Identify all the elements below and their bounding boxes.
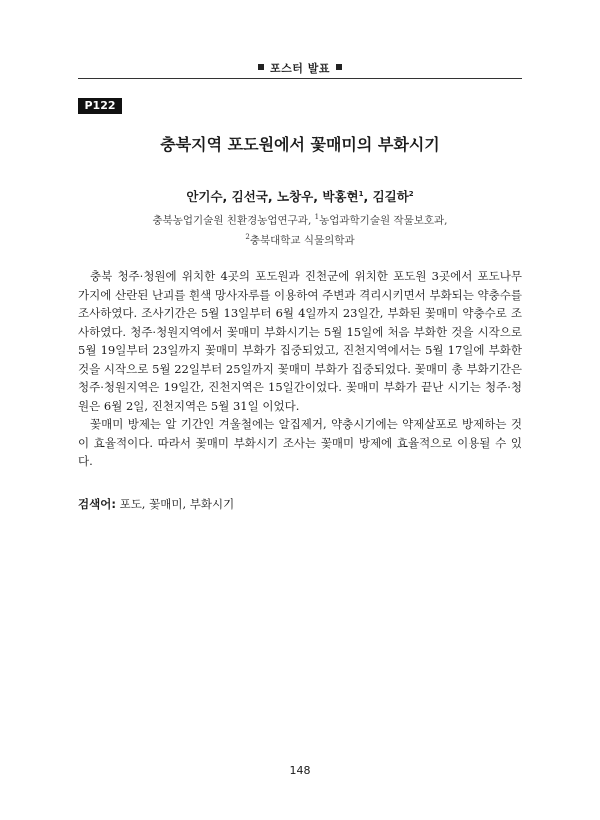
paper-title: 충북지역 포도원에서 꽃매미의 부화시기 <box>160 135 440 154</box>
author-list: 안기수, 김선국, 노창우, 박홍현$^1$, 김길하$^2$ <box>186 189 414 204</box>
header-rule <box>78 78 522 79</box>
affiliation-mark: 2 <box>245 232 250 241</box>
affiliation-line <box>78 209 522 229</box>
author-affil-mark: 1 <box>358 189 364 198</box>
affiliation-line <box>78 229 522 249</box>
affiliation-text: 농업과학기술원 작물보호과, <box>319 214 448 227</box>
affiliation-text: 충북대학교 식물의학과 <box>249 234 355 246</box>
square-bullet-icon <box>336 64 342 70</box>
abstract-paragraph: 꽃매미 방제는 알 기간인 겨울철에는 알집제거, 약충시기에는 약제살포로 방제하는 것이 효율적이다. 따라서 꽃매미 부화시기 조사는 꽃매미 방제에 효율적으로 이용될 수 있다. <box>78 417 522 468</box>
author-name: 김길하 <box>372 189 409 204</box>
author-name: 안기수 <box>186 189 223 204</box>
author-name: 박홍현 <box>322 189 359 204</box>
poster-code-badge: P122 <box>78 98 122 114</box>
keywords <box>78 495 522 513</box>
abstract-body <box>78 267 522 471</box>
abstract-paragraph: 충북 청주·청원에 위치한 4곳의 포도원과 진천군에 위치한 포도원 3곳에서 포도나무 가지에 산란된 난괴를 흰색 망사자루를 이용하여 주변과 격리시키면서 부화되는 약충수를 조사하였다. 조사기간은 5월 13일부터 6월 4일까지 23일간, 부화된 꽃매미 약충수로 조사하였다. 청주·청원지역에서 꽃매미 부화시기는 5월 15일에 처음 부화한 것을 시작으로 5월 19일부터 23일까지 꽃매미 부화가 집중되었고, 진천지역에서는 5월 17일에 부화한 것을 시작으로 5월 22일부터 25일까지 꽃매미 부화가 집중되었다. 꽃매미 총 부화기간은 청주·청원지역은 19일간, 진천지역은 15일간이었다. 꽃매미 부화가 끝난 시기는 청주·청원은 6월 2일, 진천지역은 5월 31일 이었다. <box>78 269 522 413</box>
keywords-label: 검색어: <box>78 497 116 511</box>
section-label: 포스터 발표 <box>270 62 330 75</box>
affiliation-text: 충북농업기술원 친환경농업연구과, <box>152 214 312 227</box>
affiliations <box>78 209 522 248</box>
section-header <box>78 60 522 80</box>
affiliation-mark: 1 <box>314 213 320 221</box>
author-name: 김선국 <box>231 189 268 204</box>
page-number: 148 <box>289 764 311 777</box>
square-bullet-icon <box>258 64 264 70</box>
author-affil-mark: 2 <box>408 189 414 198</box>
author-name: 노창우 <box>277 189 314 204</box>
keywords-value: 포도, 꽃매미, 부화시기 <box>119 497 235 511</box>
